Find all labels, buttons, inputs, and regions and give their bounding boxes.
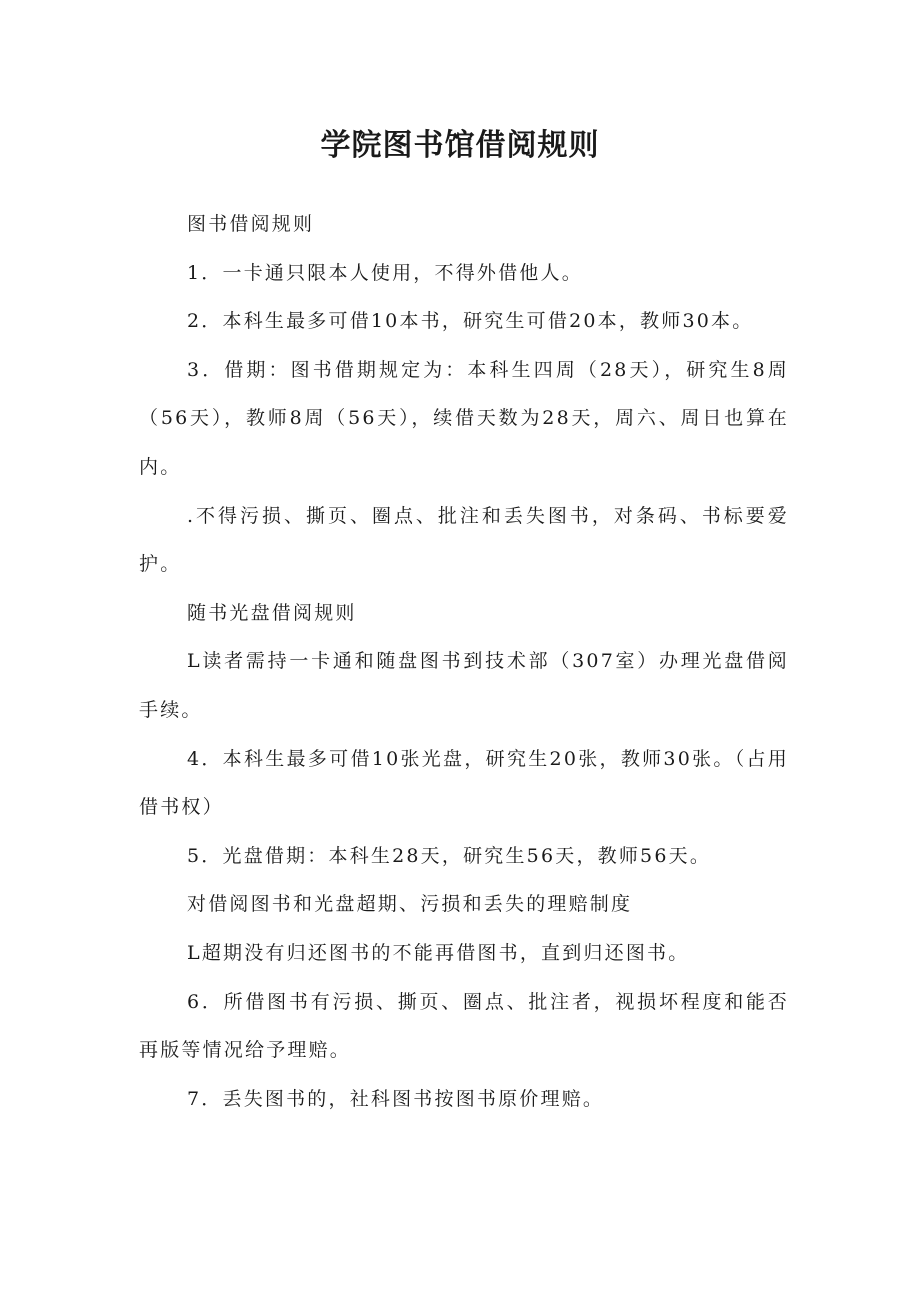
rule-paragraph: 3．借期：图书借期规定为：本科生四周（28天），研究生8周（56天），教师8周（56天），续借天数为28天，周六、周日也算在内。: [139, 358, 789, 478]
rule-paragraph: 7．丢失图书的，社科图书按图书原价理赔。: [187, 1087, 605, 1110]
section-heading-compensation: 对借阅图书和光盘超期、污损和丢失的理赔制度: [187, 893, 633, 916]
rule-paragraph: L超期没有归还图书的不能再借图书，直到归还图书。: [187, 941, 690, 964]
rule-paragraph: .不得污损、撕页、圈点、批注和丢失图书，对条码、书标要爱护。: [139, 504, 789, 576]
section-heading-book-rules: 图书借阅规则: [187, 213, 315, 235]
rule-paragraph: 1．一卡通只限本人使用，不得外借他人。: [187, 261, 583, 284]
document-body: [139, 200, 789, 1123]
rule-paragraph: 6．所借图书有污损、撕页、圈点、批注者，视损坏程度和能否再版等情况给予理赔。: [139, 990, 789, 1062]
section-heading-disc-rules: 随书光盘借阅规则: [187, 601, 357, 624]
document-title: 学院图书馆借阅规则: [320, 128, 600, 163]
rule-paragraph: L读者需持一卡通和随盘图书到技术部（307室）办理光盘借阅手续。: [139, 650, 789, 721]
rule-paragraph: 2．本科生最多可借10本书，研究生可借20本，教师30本。: [187, 310, 754, 333]
rule-paragraph: 5．光盘借期：本科生28天，研究生56天，教师56天。: [187, 844, 712, 867]
rule-paragraph: 4．本科生最多可借10张光盘，研究生20张，教师30张。（占用借书权）: [139, 747, 789, 819]
